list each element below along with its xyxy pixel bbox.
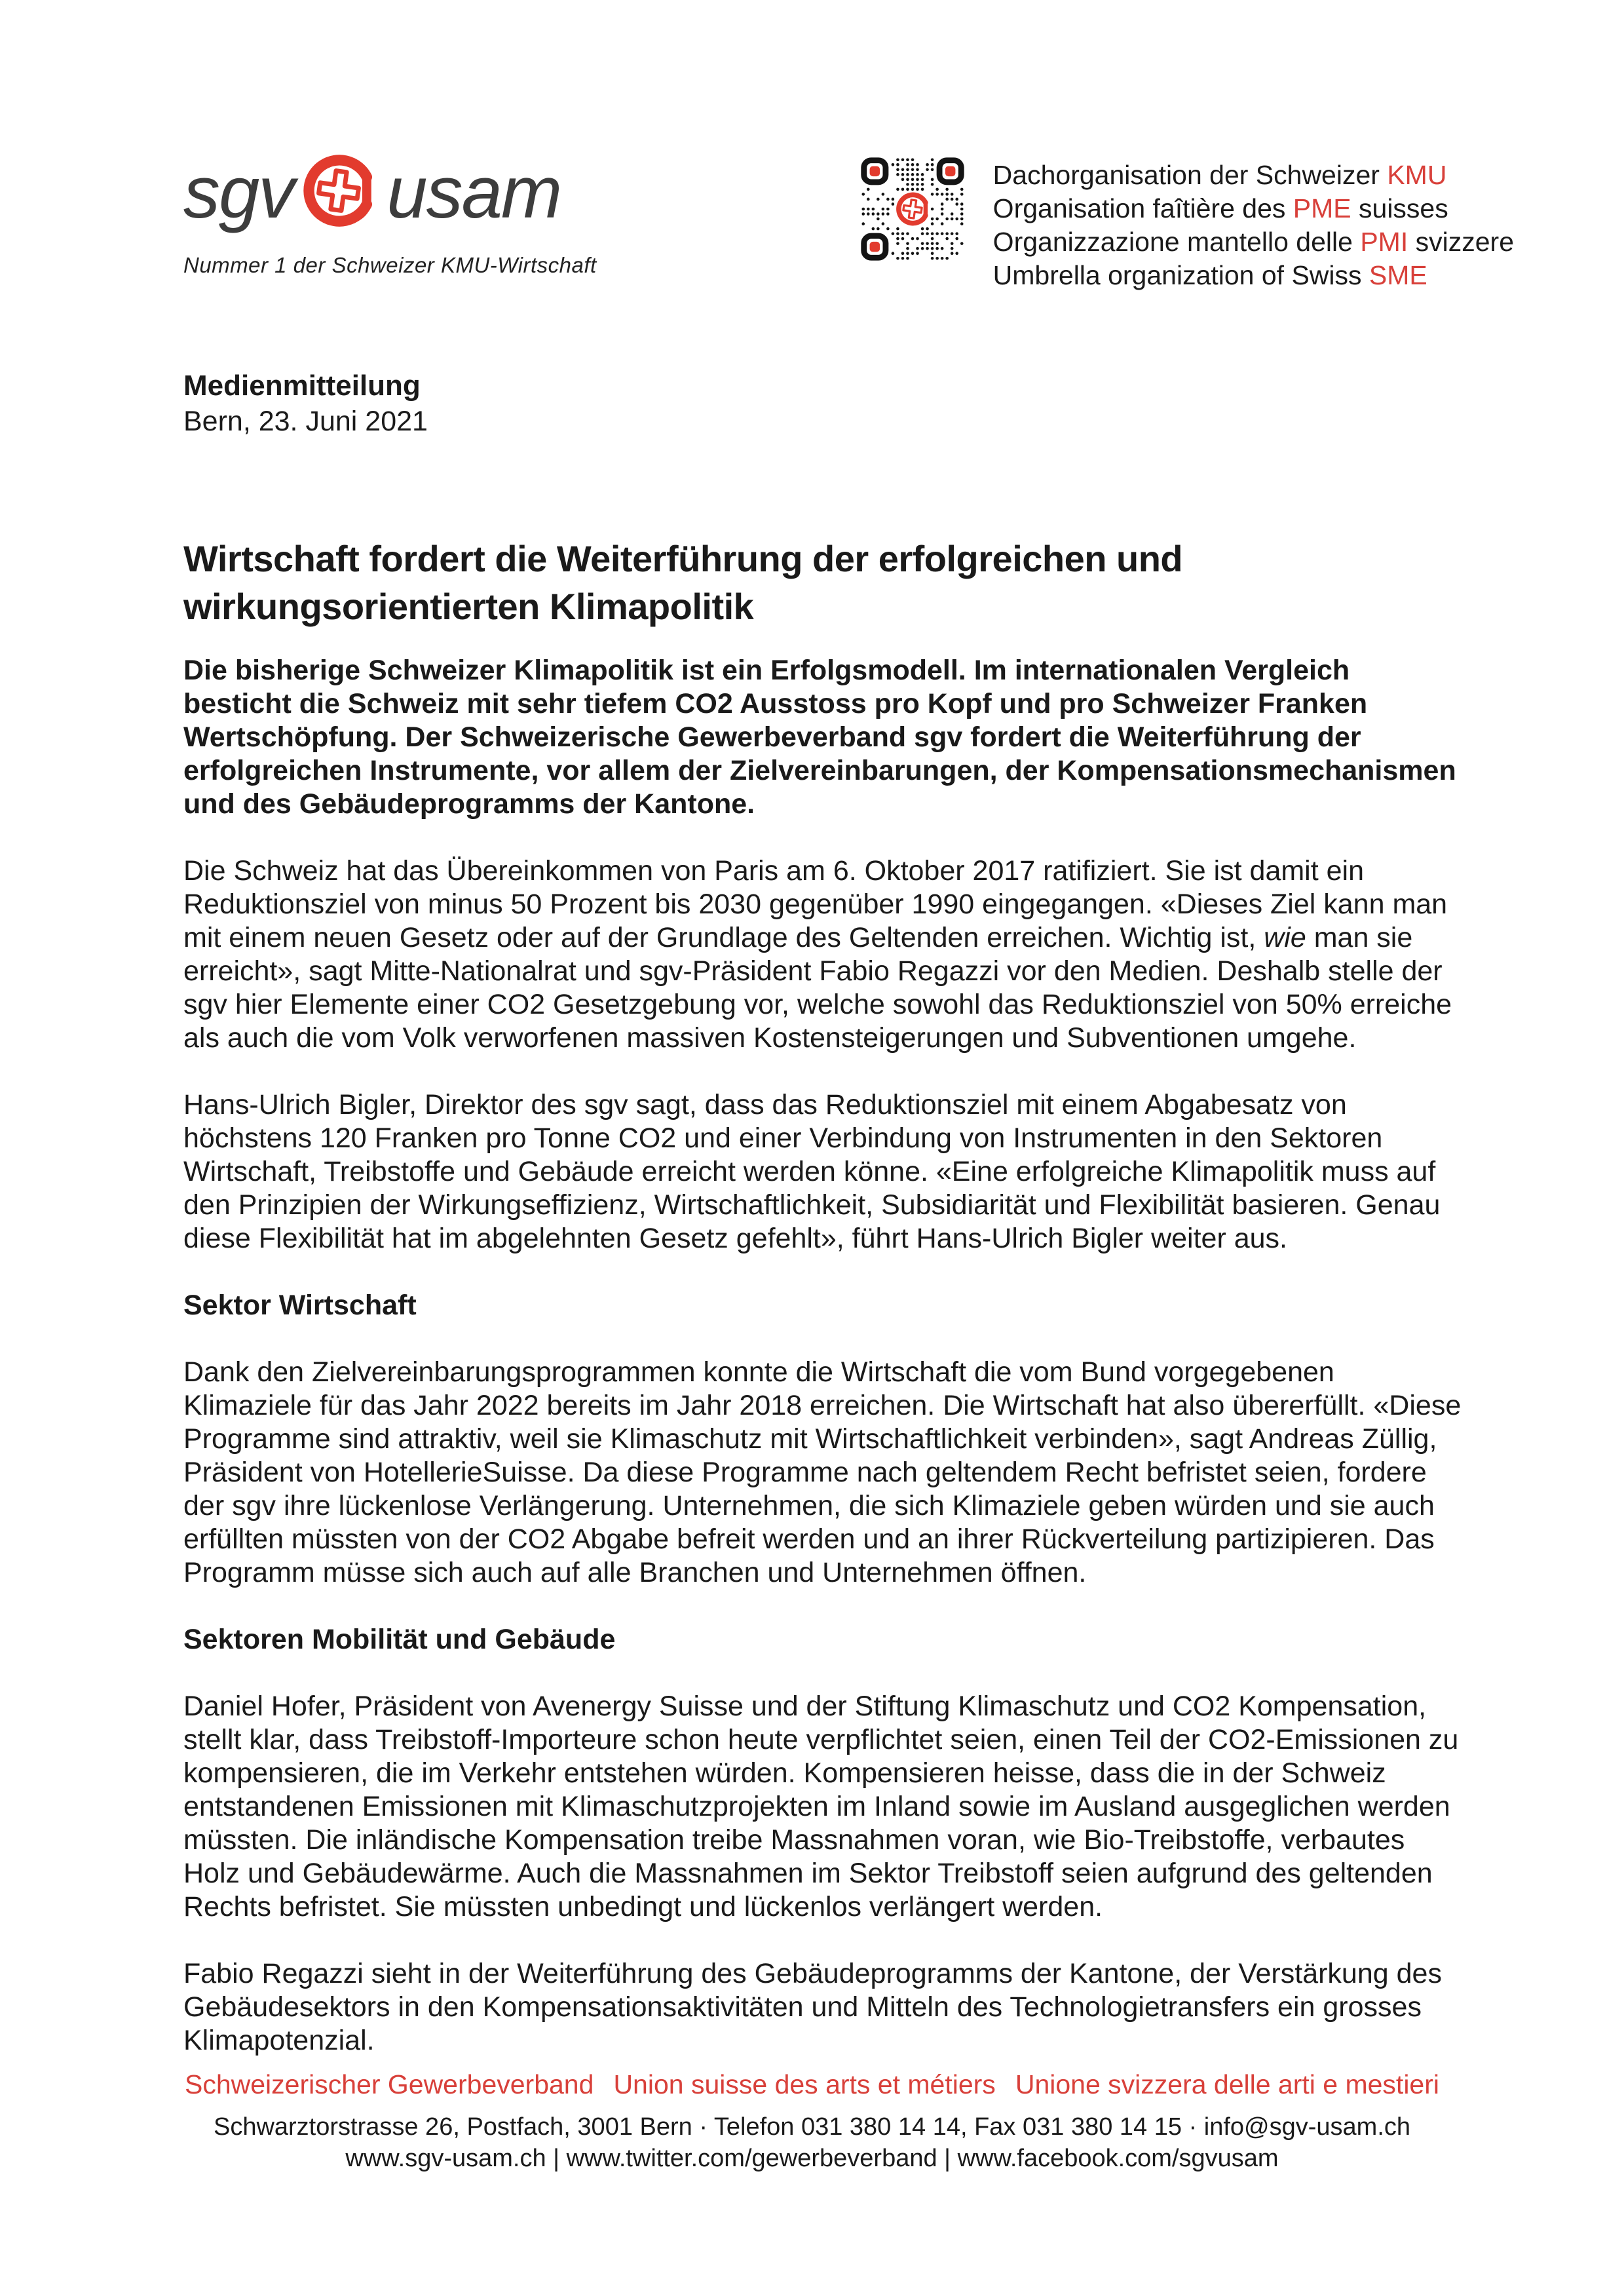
section-heading-wirtschaft: Sektor Wirtschaft [183, 1290, 417, 1321]
paragraph-text: Die Schweiz hat das Übereinkommen von Paris am 6. Oktober 2017 ratifiziert. Sie ist damit ein Reduktionsziel von minus 50 Prozent bis 2030 gegenüber 1990 eingegangen. «Dieses Ziel kann man mit einem neuen Gesetz oder auf der Grundlage des Geltenden erreichen. Wichtig ist, [183, 855, 1448, 953]
footer-org-name-fr: Union suisse des arts et métiers [613, 2069, 996, 2099]
org-line-en-accent: SME [1369, 260, 1427, 290]
dateline: Bern, 23. Juni 2021 [183, 406, 428, 437]
logo-tagline: Nummer 1 der Schweizer KMU-Wirtschaft [183, 253, 597, 277]
sgv-usam-logo [183, 149, 597, 278]
qr-center-logo-icon [899, 195, 926, 223]
paragraph-emphasis: wie [1264, 922, 1306, 953]
org-line-fr-text: Organisation faîtière des [992, 193, 1293, 223]
paragraph-regazzi-klimapotenzial: Fabio Regazzi sieht in der Weiterführung des Gebäudeprogramms der Kantone, der Verstärkung des Gebäudesektors in den Kompensationsaktivitäten und Mitteln des Technologietransfers ein grosses Klimapotenzial. [183, 1958, 1442, 2056]
logo-text-usam: usam [387, 151, 561, 233]
paragraph-bigler-quote: Hans-Ulrich Bigler, Direktor des sgv sagt, dass das Reduktionsziel mit einem Abgabesatz von höchstens 120 Franken pro Tonne CO2 und einer Verbindung von Instrumenten in den Sektoren Wirtschaft, Treibstoffe und Gebäude erreicht werden könne. «Eine erfolgreiche Klimapolitik muss auf den Prinzipien der Wirkungseffizienz, Wirtschaftlichkeit, Subsidiarität und Flexibilität basieren. Genau diese Flexibilität hat im abgelehnten Gesetz gefehlt», führt Hans-Ulrich Bigler weiter aus. [183, 1089, 1441, 1254]
document-body [0, 368, 1624, 2057]
logo-text-sgv: sgv [183, 151, 294, 233]
org-line-fr-rest: suisses [1351, 193, 1448, 223]
organization-name-lines [993, 157, 1514, 292]
footer-address: Schwarztorstrasse 26, Postfach, 3001 Bern · Telefon 031 380 14 14, Fax 031 380 14 15 · info@sgv-usam.ch [213, 2113, 1411, 2141]
section-heading-mobilitaet-gebaeude: Sektoren Mobilität und Gebäude [183, 1624, 616, 1655]
page-title: Wirtschaft fordert die Weiterführung der erfolgreichen und wirkungsorientierten Klimapolitik [183, 538, 1183, 627]
org-line-en-text: Umbrella organization of Swiss [992, 260, 1369, 290]
org-line-fr [993, 192, 1514, 225]
paragraph-sektor-wirtschaft: Dank den Zielvereinbarungsprogrammen konnte die Wirtschaft die vom Bund vorgegebenen Klimaziele für das Jahr 2022 bereits im Jahr 2018 erreichen. Die Wirtschaft hat also übererfüllt. «Diese Programme sind attraktiv, weil sie Klimaschutz mit Wirtschaftlichkeit verbinden», sagt Andreas Züllig, Präsident von HotellerieSuisse. Da diese Programme nach geltendem Recht befristet seien, fordere der sgv ihre lückenlose Verlängerung. Unternehmen, die sich Klimaziele geben würden und sie auch erfüllten müssten von der CO2 Abgabe befreit werden und an ihrer Rückverteilung partizipieren. Das Programm müsse sich auch auf alle Branchen und Unternehmen öffnen. [183, 1356, 1462, 1588]
qr-code [861, 157, 964, 261]
org-line-de-text: Dachorganisation der Schweizer [992, 160, 1388, 190]
document-type-label: Medienmitteilung [183, 370, 421, 402]
footer-org-name-it: Unione svizzera delle arti e mestieri [1015, 2069, 1439, 2099]
org-line-en [993, 259, 1514, 292]
header [0, 0, 1624, 292]
paragraph-text: man sie erreicht», sagt Mitte-Nationalrat und sgv-Präsident Fabio Regazzi vor den Medien. Deshalb stelle der sgv hier Elemente einer CO2 Gesetzgebung vor, welche sowohl das Reduktionsziel von 50% erreiche als auch die vom Volk verworfenen massiven Kostensteigerungen und Subventionen umgehe. [183, 922, 1452, 1054]
org-line-it-text: Organizzazione mantello delle [992, 227, 1361, 257]
sgv-at-swiss-cross-icon [297, 149, 380, 232]
org-line-it [993, 225, 1514, 259]
paragraph-paris-agreement [183, 854, 1462, 1055]
paragraph-sektoren-mobilitaet: Daniel Hofer, Präsident von Avenergy Suisse und der Stiftung Klimaschutz und CO2 Kompensation, stellt klar, dass Treibstoff-Importeure schon heute verpflichtet seien, einen Teil der CO2-Emissionen zu kompensieren, die im Verkehr entstehen würden. Kompensieren heisse, dass die in der Schweiz entstandenen Emissionen mit Klimaschutzprojekten im Inland sowie im Ausland ausgeglichen werden müssten. Die inländische Kompensation treibe Massnahmen voran, wie Bio-Treibstoffe, verbautes Holz und Gebäudewärme. Auch die Massnahmen im Sektor Treibstoff seien aufgrund des geltenden Rechts befristet. Sie müssten unbedingt und lückenlos verlängert werden. [183, 1691, 1459, 1923]
footer-links: www.sgv-usam.ch | www.twitter.com/gewerbeverband | www.facebook.com/sgvusam [345, 2145, 1279, 2172]
logo-wordmark [183, 149, 597, 236]
footer-org-name-de: Schweizerischer Gewerbeverband [185, 2069, 594, 2099]
org-line-de [993, 159, 1514, 192]
org-line-it-accent: PMI [1360, 227, 1408, 257]
footer-org-names [0, 2068, 1624, 2101]
footer [0, 2068, 1624, 2174]
lead-paragraph: Die bisherige Schweizer Klimapolitik ist ein Erfolgsmodell. Im internationalen Vergleich besticht die Schweiz mit sehr tiefem CO2 Ausstoss pro Kopf und pro Schweizer Franken Wertschöpfung. Der Schweizerische Gewerbeverband sgv fordert die Weiterführung der erfolgreichen Instrumente, vor allem der Zielvereinbarungen, der Kompensationsmechanismen und des Gebäudeprogramms der Kantone. [183, 655, 1456, 820]
org-line-fr-accent: PME [1293, 193, 1351, 223]
org-line-de-accent: KMU [1387, 160, 1447, 190]
organization-block [861, 157, 1514, 292]
org-line-it-rest: svizzere [1408, 227, 1514, 257]
